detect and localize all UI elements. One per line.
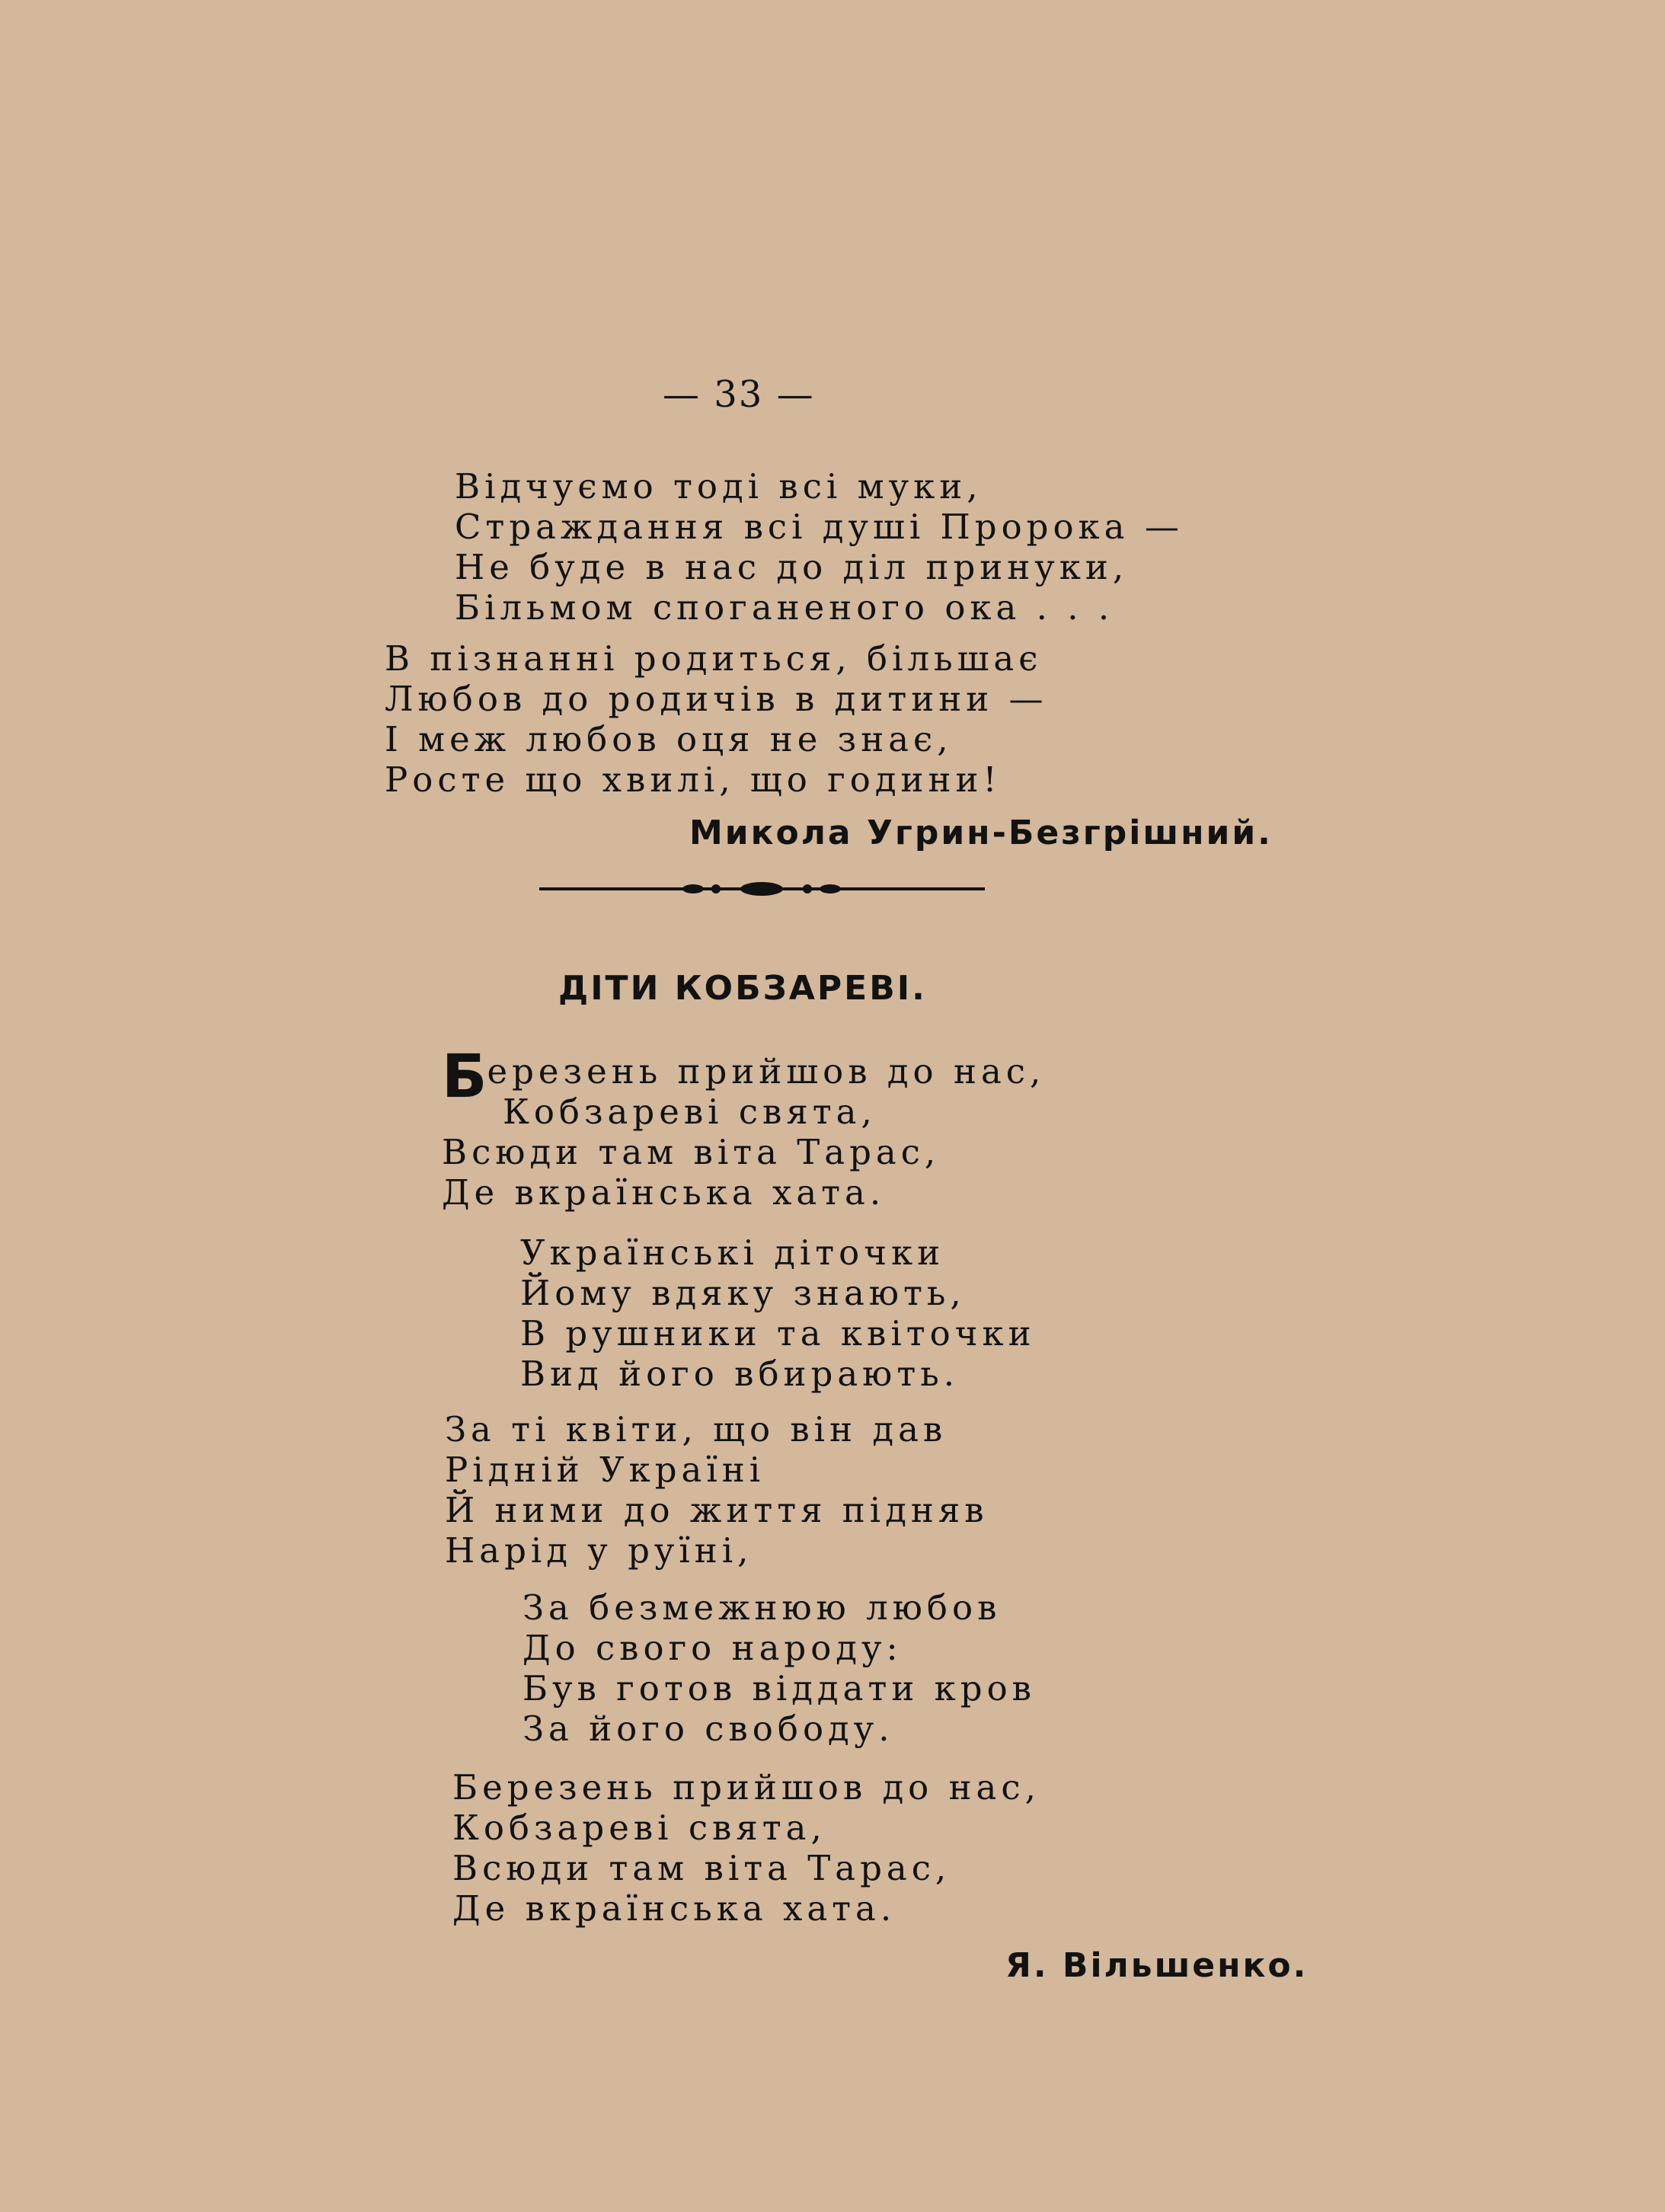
poem-line: Росте що хвилі, що години! [385,759,1002,800]
poem-line: Де вкраїнська хата. [452,1888,896,1929]
poem-line: За ті квіти, що він дав [445,1409,948,1450]
poem-line: Вид його вбирають. [520,1354,960,1394]
poem1-stanza-1 [455,466,1184,628]
ornamental-divider [539,877,985,900]
drop-cap: Б [442,1043,487,1111]
poem-line: За його свободу. [523,1709,894,1749]
poem-line: Відчуємо тоді всі муки, [455,466,983,507]
poem-line: Й ними до життя підняв [445,1490,989,1530]
poem-line: Кобзареві свята, [503,1092,877,1132]
poem-line: Нарід у руїні, [445,1530,753,1571]
poem-line: Страждання всі душі Пророка — [455,507,1184,547]
page-number: — 33 — [663,373,815,416]
poem2-stanza-1 [442,1043,1046,1213]
poem-line: В рушники та квіточки [520,1313,1036,1354]
poem2-author: Я. Вільшенко. [1005,1946,1309,1985]
poem-first-line [442,1043,1046,1111]
poem-line: До свого народу: [523,1628,903,1668]
poem2-stanza-4 [523,1587,1036,1749]
poem-line: Не буде в нас до діл принуки, [455,547,1129,587]
poem-line: Більмом споганеного ока . . . [455,587,1114,628]
poem-line: Українські діточки [520,1232,945,1273]
poem-line: Любов до родичів в дитини — [385,679,1048,719]
poem-line: Кобзареві свята, [452,1808,826,1848]
poem-line: Всюди там віта Тарас, [442,1132,941,1172]
poem1-stanza-2 [385,638,1048,800]
poem-line: Березень прийшов до нас, [452,1767,1040,1808]
poem-line: Всюди там віта Тарас, [452,1848,951,1888]
first-line-text: ерезень прийшов до нас, [487,1051,1046,1092]
poem-line: Йому вдяку знають, [520,1273,966,1313]
poem-line: І меж любов оця не знає, [385,719,953,759]
poem-line: Де вкраїнська хата. [442,1172,886,1213]
poem1-author: Микола Угрин-Безгрішний. [689,814,1273,852]
poem-line: За безмежнюю любов [523,1587,1002,1628]
poem2-stanza-5 [452,1767,1040,1929]
poem2-stanza-2 [520,1232,1036,1394]
poem-line: В пізнанні родиться, більшає [385,638,1043,679]
poem2-stanza-3 [445,1409,989,1571]
poem-line: Був готов віддати кров [523,1668,1036,1709]
poem-line: Рідній Україні [445,1450,765,1490]
poem2-title: ДІТИ КОБЗАРЕВІ. [558,969,927,1008]
